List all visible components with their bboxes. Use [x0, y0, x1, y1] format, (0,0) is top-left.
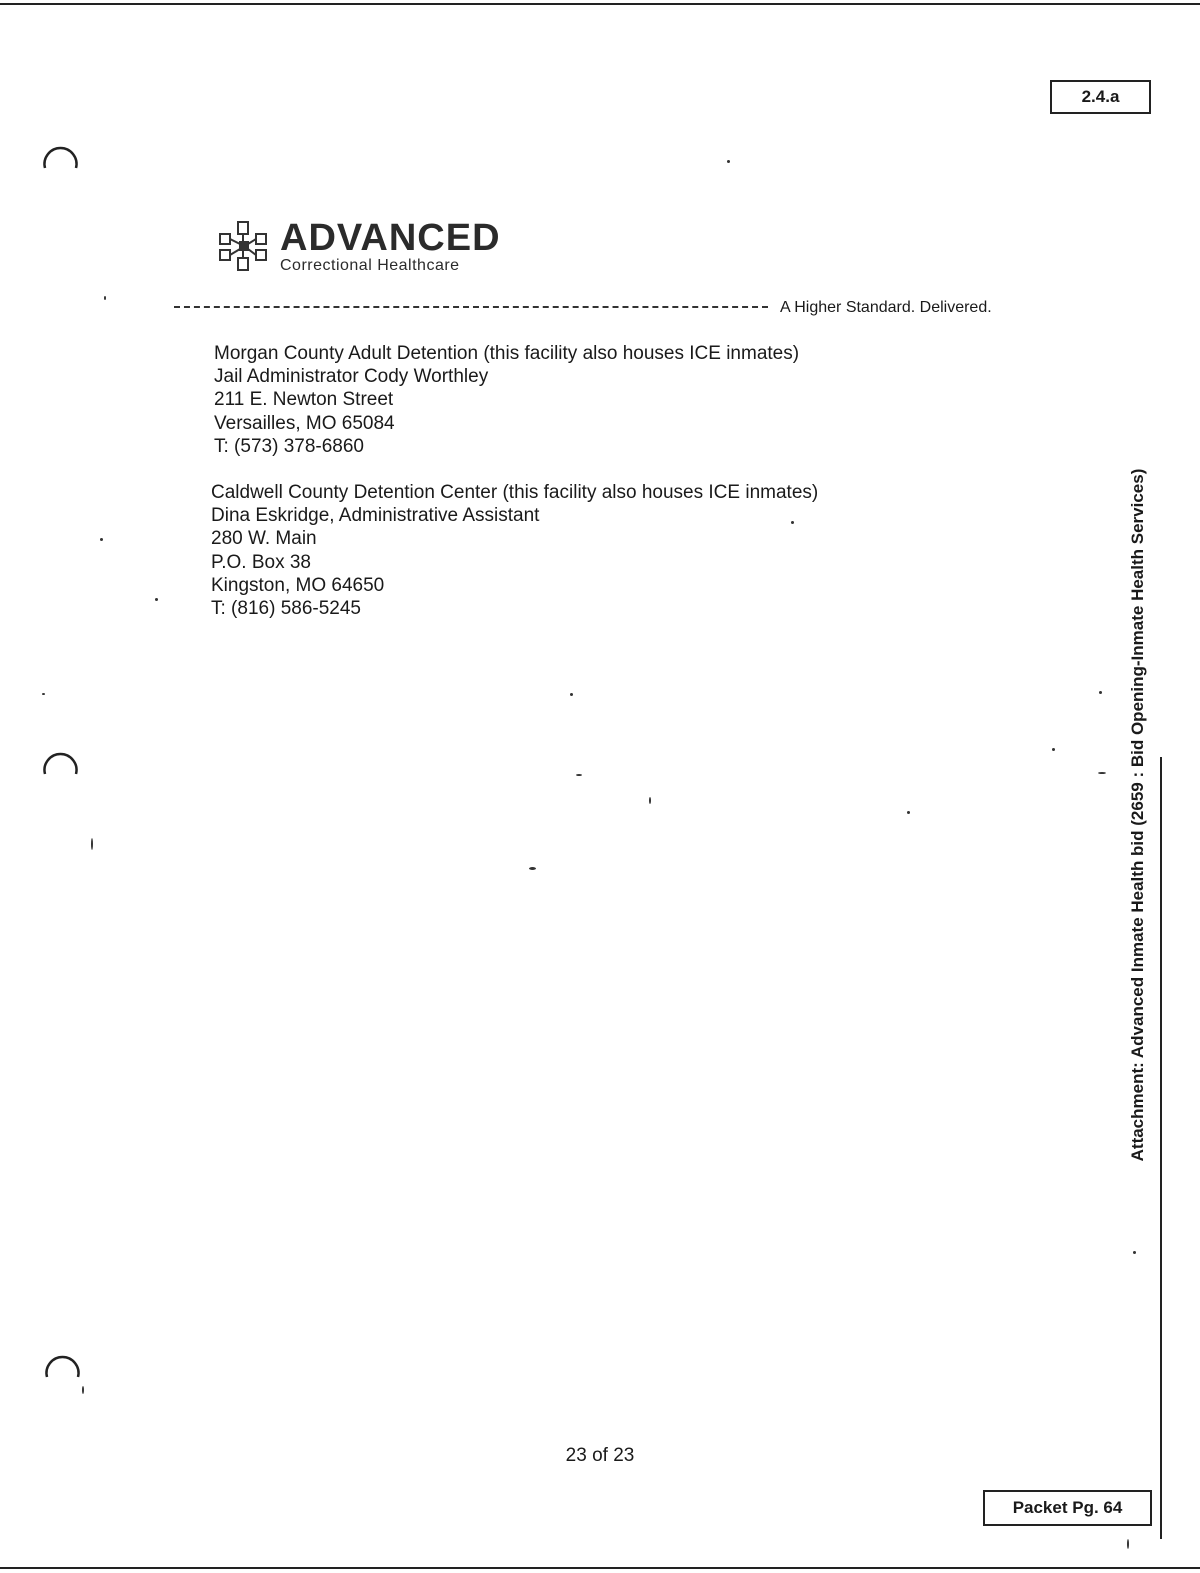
scan-speck	[82, 1386, 84, 1394]
scan-speck	[727, 160, 730, 163]
contact-person: Jail Administrator Cody Worthley	[214, 366, 489, 388]
address-line: Kingston, MO 64650	[211, 574, 385, 596]
scan-speck	[91, 838, 93, 850]
facility-name: Morgan County Adult Detention (this facility also houses ICE inmates)	[214, 343, 800, 364]
scan-speck	[791, 521, 794, 524]
address-line: P.O. Box 38	[211, 551, 311, 573]
address-line: Versailles, MO 65084	[214, 412, 395, 434]
scan-speck	[570, 693, 573, 696]
scan-speck	[649, 797, 651, 804]
address-line: 211 E. Newton Street	[214, 389, 394, 411]
scan-speck	[104, 296, 106, 300]
scan-speck	[42, 693, 45, 695]
packet-page-box: Packet Pg. 64	[983, 1490, 1152, 1526]
punch-hole-icon	[40, 134, 80, 174]
sidebar-rule	[1160, 757, 1162, 1539]
scan-speck	[1133, 1251, 1136, 1254]
phone-number: T: (573) 378-6860	[214, 435, 364, 457]
reference-contact-block	[211, 481, 818, 620]
logo-wordmark: ADVANCED	[280, 217, 501, 259]
top-border-rule	[0, 3, 1200, 5]
agenda-item-code: 2.4.a	[1050, 80, 1151, 114]
company-logo	[216, 214, 516, 278]
company-tagline: A Higher Standard. Delivered.	[780, 299, 992, 316]
scan-speck	[1099, 691, 1102, 694]
attachment-label: Attachment: Advanced Inmate Health bid (2659 : Bid Opening-Inmate Health Services)	[1128, 468, 1147, 1162]
page-number: 23 of 23	[565, 1445, 635, 1466]
scan-speck	[1127, 1539, 1129, 1549]
scan-speck	[100, 538, 103, 541]
bottom-border-rule	[0, 1567, 1200, 1569]
scan-speck	[576, 774, 582, 776]
logo-subtitle: Correctional Healthcare	[280, 257, 460, 274]
scan-speck	[907, 811, 910, 814]
header-dashed-rule	[174, 306, 768, 308]
scan-speck	[1052, 748, 1055, 751]
scan-speck	[155, 598, 158, 601]
address-line: 280 W. Main	[211, 528, 317, 550]
scan-speck	[1098, 772, 1106, 774]
scan-speck	[529, 867, 536, 870]
punch-hole-icon	[42, 1343, 82, 1383]
punch-hole-icon	[40, 740, 80, 780]
facility-name: Caldwell County Detention Center (this facility also houses ICE inmates)	[211, 482, 819, 503]
snowflake-logo-icon	[216, 218, 272, 274]
phone-number: T: (816) 586-5245	[211, 598, 361, 620]
reference-contact-block	[214, 342, 799, 458]
contact-person: Dina Eskridge, Administrative Assistant	[211, 505, 540, 527]
